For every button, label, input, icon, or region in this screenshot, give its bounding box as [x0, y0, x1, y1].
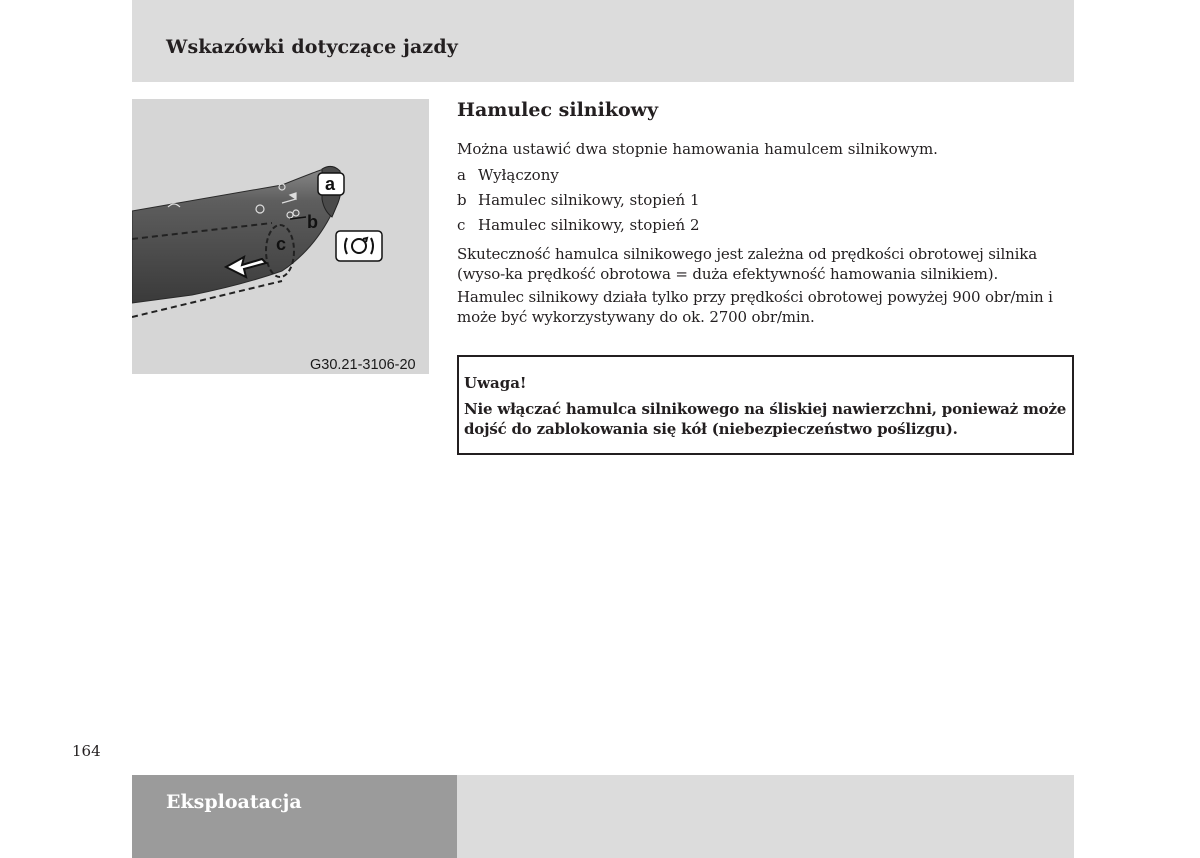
section-title: Hamulec silnikowy [457, 99, 659, 121]
rpm-range-paragraph: Hamulec silnikowy działa tylko przy prędkości obrotowej powyżej 900 obr/min i może być wykorzystywany do ok. 2700 obr/min. [457, 288, 1053, 326]
list-item-letter: c [457, 216, 466, 234]
page-header-title: Wskazówki dotyczące jazdy [166, 36, 458, 58]
header-bar [132, 0, 1074, 82]
callout-c: c [276, 234, 287, 254]
footer-section-label: Eksploatacja [166, 791, 302, 813]
footer-bar [457, 775, 1074, 858]
stalk-illustration [132, 99, 429, 374]
list-item-text: Hamulec silnikowy, stopień 1 [478, 191, 700, 209]
list-item [457, 165, 1075, 185]
figure-code: G30.21-3106-20 [310, 357, 416, 373]
list-item [457, 190, 1075, 210]
callout-b: b [307, 212, 318, 232]
list-item-letter: b [457, 191, 467, 209]
main-content [457, 97, 1075, 327]
stalk-drawing [132, 99, 429, 374]
footer-section-tab [132, 775, 457, 858]
warning-title: Uwaga! [464, 374, 527, 392]
page-number: 164 [72, 742, 101, 760]
list-item-text: Hamulec silnikowy, stopień 2 [478, 216, 700, 234]
list-item-letter: a [457, 166, 466, 184]
setting-list [457, 165, 1075, 235]
warning-text: Nie włączać hamulca silnikowego na śliskiej nawierzchni, ponieważ może dojść do zablokowania się kół (niebezpieczeństwo poślizgu). [464, 400, 1067, 438]
callout-a: a [325, 174, 336, 194]
list-item-text: Wyłączony [478, 166, 559, 184]
list-item [457, 215, 1075, 235]
warning-box [457, 355, 1074, 455]
effectiveness-paragraph: Skuteczność hamulca silnikowego jest zależna od prędkości obrotowej silnika (wyso-ka prędkość obrotowa = duża efektywność hamowania silnikiem). [457, 245, 1037, 283]
engine-brake-symbol-box [336, 231, 382, 261]
intro-paragraph: Można ustawić dwa stopnie hamowania hamulcem silnikowym. [457, 140, 938, 158]
